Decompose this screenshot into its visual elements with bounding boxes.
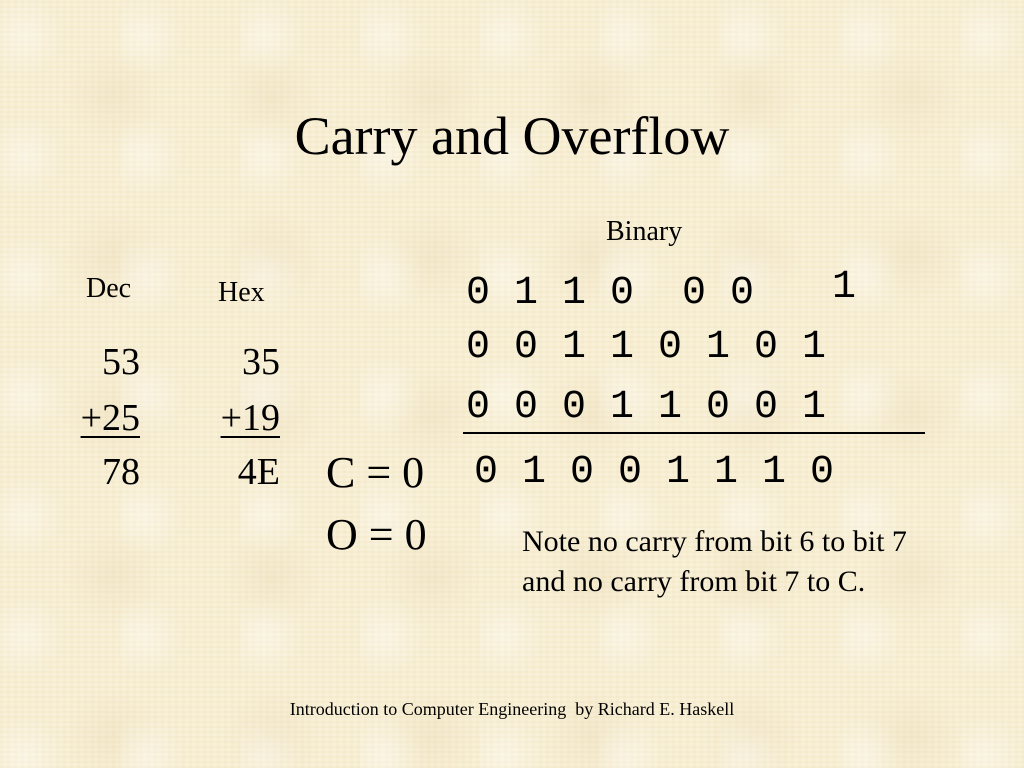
- hex-operand-b: +19: [220, 397, 280, 439]
- slide-footer: Introduction to Computer Engineering by Richard E. Haskell: [289, 699, 735, 719]
- hex-operand-a: 35: [242, 341, 280, 383]
- note-line-1: Note no carry from bit 6 to bit 7: [522, 525, 907, 558]
- dec-operand-b-wrap: [60, 396, 140, 440]
- hex-header: Hex: [218, 277, 265, 308]
- overflow-flag: O = 0: [326, 510, 427, 559]
- binary-operand-a: 0 0 1 1 0 1 0 1: [466, 325, 827, 370]
- binary-operand-b: 0 0 0 1 1 0 0 1: [466, 385, 827, 430]
- carry-flag: C = 0: [326, 448, 425, 497]
- sum-rule: [463, 432, 925, 434]
- binary-carry-row: 0 1 1 0 0 0: [466, 271, 755, 316]
- dec-header: Dec: [86, 273, 132, 304]
- dec-operand-a: 53: [102, 341, 140, 383]
- dec-operand-b: +25: [80, 397, 140, 439]
- binary-carry-extra: 1: [832, 265, 857, 310]
- note-line-2: and no carry from bit 7 to C.: [522, 565, 866, 598]
- hex-sum: 4E: [237, 451, 280, 493]
- binary-header: Binary: [606, 216, 683, 247]
- slide-title: Carry and Overflow: [294, 106, 730, 166]
- binary-sum: 0 1 0 0 1 1 1 0: [474, 450, 835, 495]
- dec-sum: 78: [102, 451, 140, 493]
- hex-operand-b-wrap: [195, 396, 280, 440]
